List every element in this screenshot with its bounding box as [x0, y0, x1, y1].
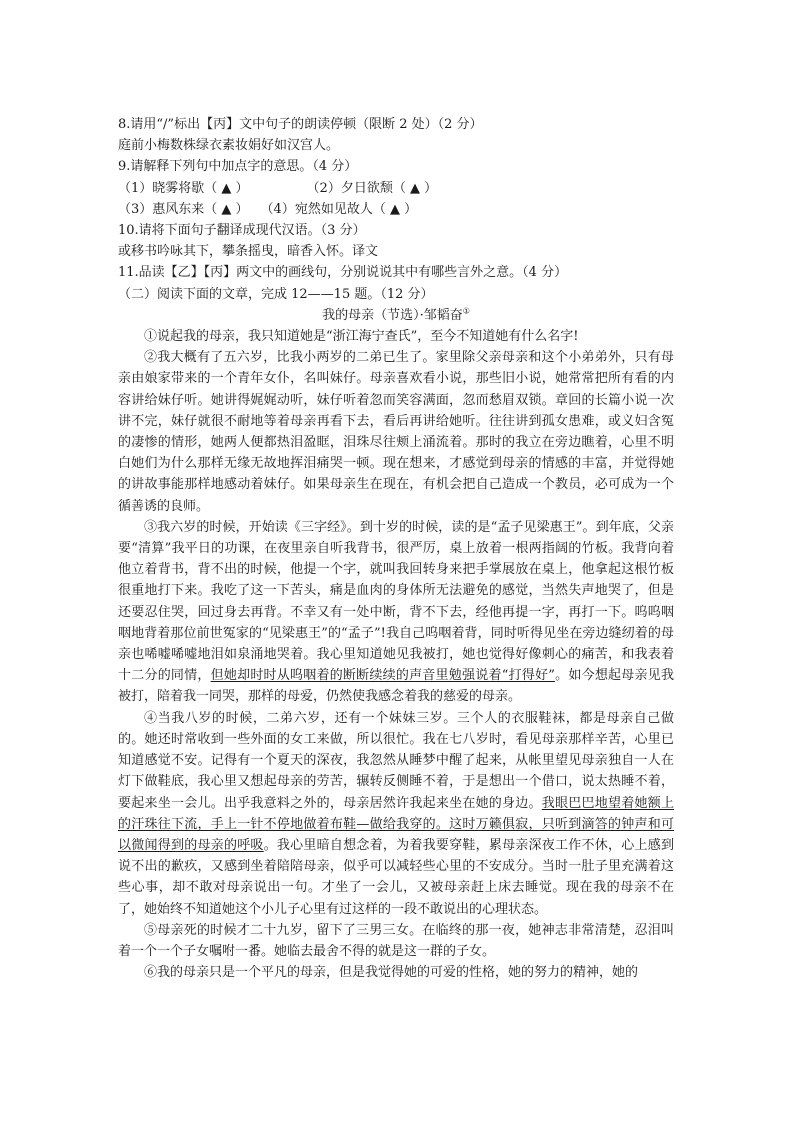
paragraph-4 — [118, 708, 674, 920]
question-11: 11.品读【乙】【丙】两文中的画线句，分别说说其中有哪些言外之意。（4 分） — [118, 265, 568, 281]
paragraph-3-part-a: ③我六岁的时候，开始读《三字经》。到十岁的时候，读的是“孟子见梁惠王”。到年底，父亲要“清算”我平日的功课，在夜里亲自听我背书，很严厉，桌上放着一根两指阔的竹板。我背向着他立着背书，背不出的时候，他提一个字，就叫我回转身来把手掌展放在桌上，他拿起这根竹板很重地打下来。我吃了这一下苦头，痛是血肉的身体所无法避免的感觉，当然失声地哭了，但是还要忍住哭，回过身去再背。不幸又有一处中断，背不下去，经他再提一字，再打一下。呜呜咽咽地背着那位前世冤家的“见梁惠王”的“孟子”!我自己呜咽着背，同时听得见坐在旁边缝纫着的母亲也唏嘘唏嘘地泪如泉涌地哭着。我心里知道她见我被打，她也觉得好像刺心的痛苦，和我表着十二分的同情， — [118, 519, 674, 684]
question-10-text: 或移书吟咏其下，攀条摇曳，暗香入怀。译文 — [118, 244, 379, 260]
question-9-item-2: （2）夕日欲颓（ ▲ ） — [306, 180, 438, 196]
article-title-note: ① — [462, 306, 470, 316]
question-10: 10.请将下面句子翻译成现代汉语。（3 分） — [118, 223, 366, 239]
question-9: 9.请解释下列句中加点字的意思。（4 分） — [118, 159, 358, 175]
section-2-heading: （二）阅读下面的文章，完成 12——15 题。（12 分） — [118, 286, 434, 302]
paragraph-4-underlined: 我眼巴巴地望着她额上的汗珠往下流，手上一针不停地做着布鞋—做给我穿的。这时万籁俱寂，只听到滴答的钟声和可以微闻得到的母亲的呼吸 — [118, 795, 674, 853]
question-8-text: 庭前小梅数株绿衣素妆娟好如汉宫人。 — [118, 138, 340, 154]
paragraph-4-part-b: 。我心里暗自想念着，为着我要穿鞋，累母亲深夜工作不休，心上感到说不出的歉疚，又感到坐着陪陪母亲，似乎可以减轻些心里的不安成分。当时一肚子里充满着这些心事，却不敢对母亲说出一句。才坐了一会儿，又被母亲赶上床去睡觉。现在我的母亲不在了，她始终不知道她这个小儿子心里有过这样的一段不敢说出的心理状态。 — [118, 837, 674, 917]
document-page — [118, 114, 678, 983]
question-9-item-4: （4）宛然如见故人（ ▲ ） — [260, 201, 418, 217]
paragraph-1: ①说起我的母亲，我只知道她是“浙江海宁查氏”，至今不知道她有什么名字! — [144, 329, 579, 345]
question-9-item-3: （3）惠风东来（ ▲ ） — [118, 201, 249, 217]
paragraph-6: ⑥我的母亲只是一个平凡的母亲，但是我觉得她的可爱的性格，她的努力的精神，她的 — [144, 965, 639, 981]
article-title-text: 我的母亲（节选）·邹韬奋 — [322, 307, 463, 323]
paragraph-3 — [118, 517, 674, 708]
paragraph-3-part-b: 。如今想起母亲见我被打，陪着我一同哭，那样的母爱，仍然使我感念着我的慈爱的母亲。 — [118, 668, 674, 705]
paragraph-4-part-a: ④当我八岁的时候，二弟六岁，还有一个妹妹三岁。三个人的衣服鞋袜，都是母亲自己做的。她还时常收到一些外面的女工来做，所以很忙。我在七八岁时，看见母亲那样辛苦，心里已知道感觉不安。记得有一个夏天的深夜，我忽然从睡梦中醒了起来，从帐里望见母亲独自一人在灯下做鞋底，我心里又想起母亲的劳苦，辗转反侧睡不着，于是想出一个借口，说太热睡不着，要起来坐一会儿。出乎我意料之外的，母亲居然许我起来坐在她的身边。 — [118, 710, 674, 811]
paragraph-2: ②我大概有了五六岁，比我小两岁的二弟已生了。家里除父亲母亲和这个小弟弟外，只有母亲由娘家带来的一个青年女仆，名叫妹仔。母亲喜欢看小说，那些旧小说，她常常把所有看的内容讲给妹仔听。她讲得娓娓动听，妹仔听着忽而笑容满面，忽而愁眉双锁。章回的长篇小说一次讲不完，妹仔就很不耐地等着母亲再看下去，看后再讲给她听。往往讲到孤女患难，或义妇含冤的凄惨的情形，她两人便都热泪盈眶，泪珠尽往颊上涌流着。那时的我立在旁边瞧着，心里不明白她们为什么那样无缘无故地挥泪痛哭一顿。现在想来，才感觉到母亲的情感的丰富，并觉得她的讲故事能那样地感动着妹仔。如果母亲生在现在，有机会把自己造成一个教员，必可成为一个循善诱的良师。 — [118, 350, 674, 514]
paragraph-3-underlined: 但她却时时从呜咽着的断断续续的声音里勉强说着“打得好” — [210, 668, 555, 684]
question-9-row-1 — [118, 178, 678, 199]
question-9-item-1: （1）晓雾将歇（ ▲ ） — [118, 180, 249, 196]
article-title — [118, 305, 674, 326]
question-8: 8.请用“/”标出【丙】文中句子的朗读停顿（限断 2 处）（2 分） — [118, 117, 483, 132]
question-9-row-2 — [118, 199, 678, 220]
paragraph-5: ⑤母亲死的时候才二十九岁，留下了三男三女。在临终的那一夜，她神志非常清楚，忍泪叫着一个一个子女嘱咐一番。她临去最舍不得的就是这一群的子女。 — [118, 922, 674, 959]
